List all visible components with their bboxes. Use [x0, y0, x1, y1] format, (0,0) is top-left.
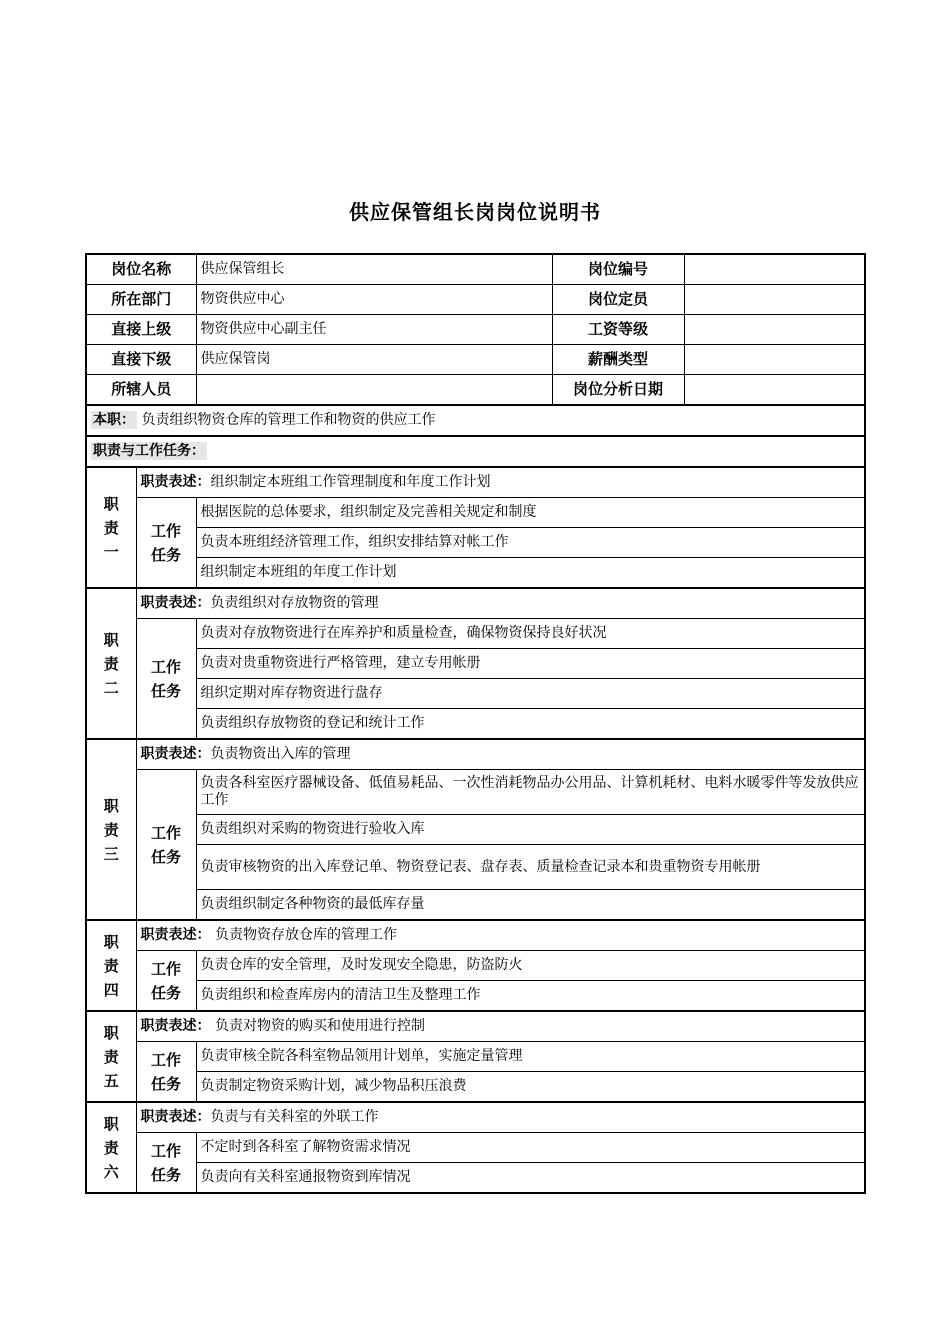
duty-description-row [86, 1011, 865, 1042]
duty-description-label: 职责表述： [140, 927, 211, 943]
duty-description [136, 739, 865, 770]
duty-description [136, 588, 865, 619]
task-item: 负责仓库的安全管理，及时发现安全隐患，防盗防火 [196, 951, 865, 981]
task-row [86, 890, 865, 921]
field-label: 薪酬类型 [552, 345, 684, 375]
field-label: 岗位名称 [86, 254, 196, 285]
task-item: 负责向有关科室通报物资到库情况 [196, 1163, 865, 1194]
duty-description-value: 负责与有关科室的外联工作 [210, 1109, 379, 1125]
task-item: 负责审核物资的出入库登记单、物资登记表、盘存表、质量检查记录本和贵重物资专用帐册 [196, 845, 865, 890]
job-description-table [85, 253, 866, 1194]
duty-description-value: 负责组织对存放物资的管理 [210, 595, 379, 611]
duty-description-value: 负责对物资的购买和使用进行控制 [210, 1018, 425, 1034]
task-row [86, 770, 865, 815]
duty-name: 职 责 一 [86, 467, 136, 588]
field-value [684, 254, 865, 285]
task-row [86, 528, 865, 558]
field-label: 岗位分析日期 [552, 375, 684, 406]
task-item: 负责组织和检查库房内的清洁卫生及整理工作 [196, 981, 865, 1012]
duty-description-row [86, 467, 865, 498]
task-label: 工作 任务 [136, 770, 196, 921]
field-label: 所辖人员 [86, 375, 196, 406]
page-title: 供应保管组长岗岗位说明书 [349, 200, 601, 224]
task-row [86, 981, 865, 1012]
job-description-sheet [85, 253, 864, 1194]
duty-description-value: 负责物资出入库的管理 [210, 746, 351, 762]
task-item: 负责本班组经济管理工作，组织安排结算对帐工作 [196, 528, 865, 558]
task-item: 负责对贵重物资进行严格管理，建立专用帐册 [196, 649, 865, 679]
duty-name: 职 责 三 [86, 739, 136, 920]
info-row [86, 285, 865, 315]
primary-duty-row [86, 405, 865, 436]
info-row [86, 315, 865, 345]
duty-description-label: 职责表述： [140, 746, 211, 762]
task-row [86, 1163, 865, 1194]
duty-description [136, 1102, 865, 1133]
task-item: 负责组织对采购的物资进行验收入库 [196, 815, 865, 845]
task-row [86, 1042, 865, 1072]
duty-description-row [86, 588, 865, 619]
task-item: 负责制定物资采购计划，减少物品积压浪费 [196, 1072, 865, 1103]
task-item: 负责组织制定各种物资的最低库存量 [196, 890, 865, 921]
task-row [86, 1133, 865, 1163]
duty-description-row [86, 920, 865, 951]
duty-description-label: 职责表述： [140, 1109, 211, 1125]
duty-description-row [86, 1102, 865, 1133]
task-item: 负责组织存放物资的登记和统计工作 [196, 709, 865, 740]
task-row [86, 709, 865, 740]
section-title-row [86, 436, 865, 467]
field-label: 直接下级 [86, 345, 196, 375]
task-row [86, 619, 865, 649]
task-item: 负责对存放物资进行在库养护和质量检查，确保物资保持良好状况 [196, 619, 865, 649]
task-row [86, 845, 865, 890]
primary-duty-value: 负责组织物资仓库的管理工作和物资的供应工作 [141, 412, 436, 428]
task-row [86, 815, 865, 845]
duty-name: 职 责 二 [86, 588, 136, 739]
field-value [684, 345, 865, 375]
duty-description [136, 467, 865, 498]
task-label: 工作 任务 [136, 951, 196, 1012]
field-value: 物资供应中心副主任 [196, 315, 552, 345]
field-label: 直接上级 [86, 315, 196, 345]
section-title [86, 436, 865, 467]
duty-description-value: 负责物资存放仓库的管理工作 [210, 927, 397, 943]
task-label: 工作 任务 [136, 498, 196, 589]
task-item: 不定时到各科室了解物资需求情况 [196, 1133, 865, 1163]
duty-description [136, 1011, 865, 1042]
duty-description-row [86, 739, 865, 770]
duty-description-label: 职责表述： [140, 1018, 211, 1034]
primary-duty-label: 本职： [93, 412, 135, 428]
section-title-text: 职责与工作任务： [93, 443, 205, 459]
field-value [684, 375, 865, 406]
task-row [86, 558, 865, 589]
task-label: 工作 任务 [136, 1042, 196, 1103]
field-value [684, 315, 865, 345]
field-value [196, 375, 552, 406]
duty-name: 职 责 四 [86, 920, 136, 1011]
task-item: 组织制定本班组的年度工作计划 [196, 558, 865, 589]
task-label: 工作 任务 [136, 1133, 196, 1194]
info-row [86, 254, 865, 285]
info-row [86, 375, 865, 406]
field-value: 供应保管组长 [196, 254, 552, 285]
duty-description-label: 职责表述： [140, 595, 211, 611]
field-label: 所在部门 [86, 285, 196, 315]
task-label: 工作 任务 [136, 619, 196, 740]
duty-description [136, 920, 865, 951]
field-label: 岗位定员 [552, 285, 684, 315]
task-item: 组织定期对库存物资进行盘存 [196, 679, 865, 709]
task-row [86, 498, 865, 528]
duty-description-value: 组织制定本班组工作管理制度和年度工作计划 [210, 474, 491, 490]
task-row [86, 951, 865, 981]
task-row [86, 1072, 865, 1103]
task-item: 负责审核全院各科室物品领用计划单，实施定量管理 [196, 1042, 865, 1072]
field-label: 工资等级 [552, 315, 684, 345]
field-value: 供应保管岗 [196, 345, 552, 375]
duty-description-label: 职责表述： [140, 474, 211, 490]
info-row [86, 345, 865, 375]
field-value [684, 285, 865, 315]
field-label: 岗位编号 [552, 254, 684, 285]
task-item: 根据医院的总体要求，组织制定及完善相关规定和制度 [196, 498, 865, 528]
field-value: 物资供应中心 [196, 285, 552, 315]
task-row [86, 649, 865, 679]
primary-duty [86, 405, 865, 436]
task-row [86, 679, 865, 709]
duty-name: 职 责 六 [86, 1102, 136, 1193]
duty-name: 职 责 五 [86, 1011, 136, 1102]
task-item: 负责各科室医疗器械设备、低值易耗品、一次性消耗物品办公用品、计算机耗材、电料水暖零件等发放供应工作 [196, 770, 865, 815]
